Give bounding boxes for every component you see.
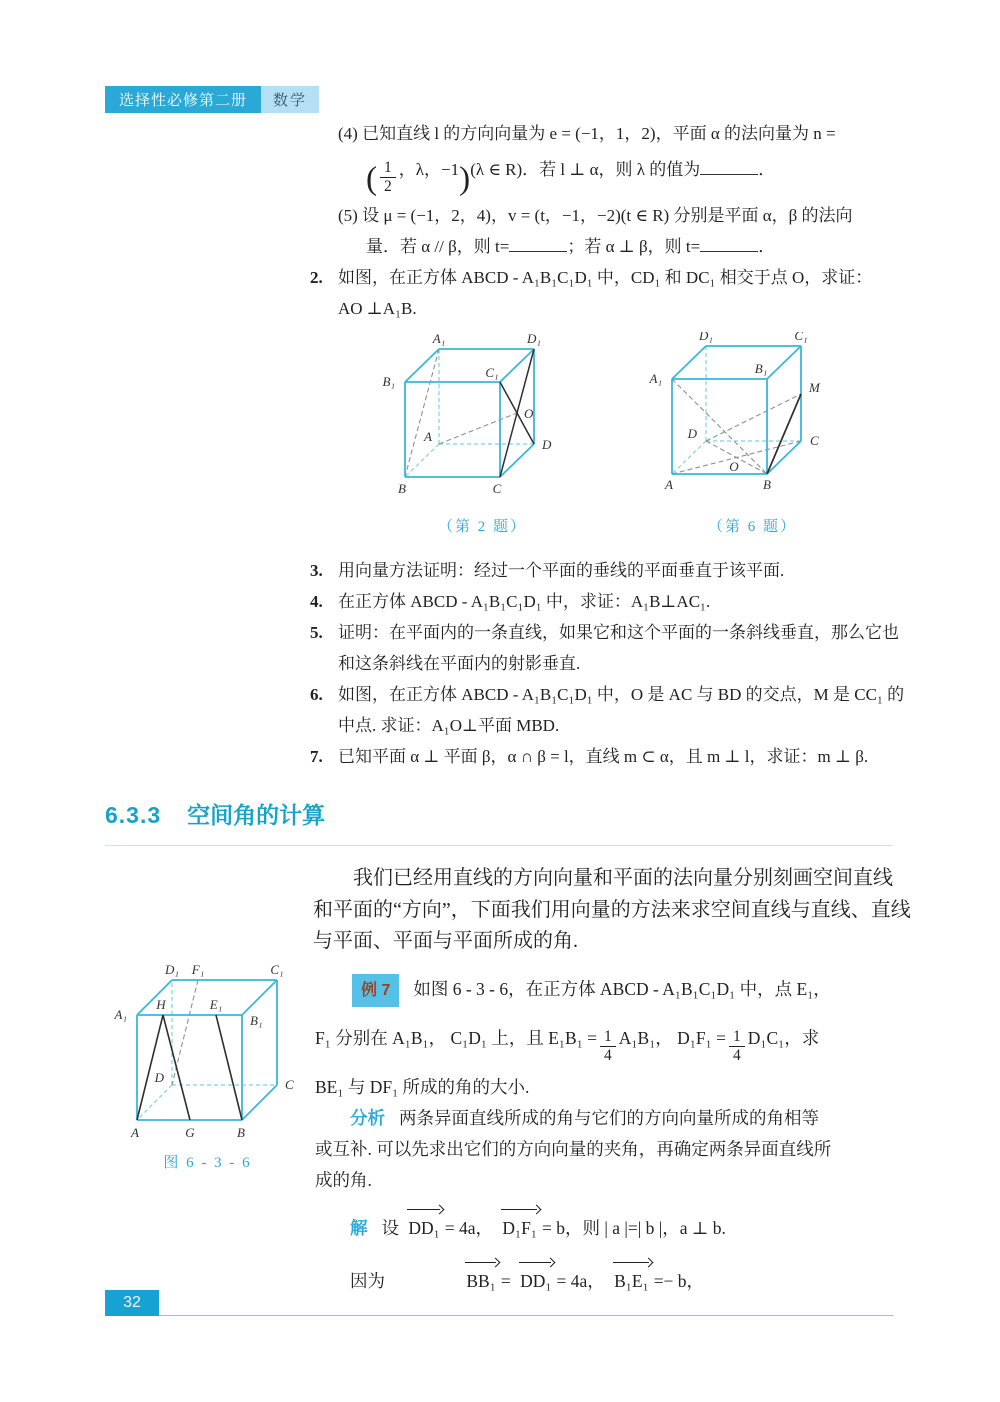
problem-5-line1: (5) 设 μ = (−1，2，4)，v = (t，−1，−2)(t ∈ R) 分别是平面 α，β 的法向 [338,205,853,225]
book-series-badge: 选择性必修第二册 [105,86,261,113]
exercise-problems [310,118,925,772]
vertex-label: C [492,480,502,496]
problem-5n-line2: 和这条斜线在平面内的射影垂直. [338,653,581,673]
vertex-label: D₁ [527,331,541,346]
vertex-label: F₁ [191,962,204,977]
intro-line3: 与平面、平面与平面所成的角. [313,930,578,952]
vertex-label: A [130,1125,139,1140]
solution-line1: 解 设 DD₁ = 4a， D₁F₁ = b，则 | a |=| b |，a ⊥ b. [315,1213,920,1244]
vertex-label: D₁ [164,962,179,977]
vertex-label: A₁ [114,1007,127,1022]
fraction-one-quarter: $\frac{1}{4}$ [600,1028,616,1066]
vertex-label: M [809,379,820,395]
vertex-label: C [810,432,819,448]
vertex-label: D [687,425,697,441]
figure-6-3-6 [110,948,305,1172]
figure-caption: 图 6 - 3 - 6 [163,1155,252,1171]
answer-blank [700,157,758,175]
vertex-label: E₁ [209,997,222,1012]
answer-blank [700,234,758,252]
vector-B1E1: B₁E₁ [611,1266,652,1297]
cube-edges [672,346,801,474]
segment-BM [767,394,801,474]
example-line1: 例 7 如图 6 - 3 - 6，在正方体 ABCD - A₁B₁C₁D₁ 中，点 E₁， [315,974,920,1007]
construction-lines [172,980,198,1085]
analysis-line3: 成的角. [315,1169,372,1190]
vertex-label: D₁ [699,331,713,343]
vector-DD1: DD₁ [517,1266,554,1297]
figure-caption: （第 2 题） [437,518,527,535]
page-number-badge [105,1290,159,1316]
vertex-label: D [542,436,552,452]
vertex-label: B₁ [754,360,768,376]
diagram-row [310,332,925,543]
cube-diagram-problem-2 [375,332,590,500]
vector-D1F1: D₁F₁ [499,1213,540,1244]
intro-line2: 和平面的“方向”，下面我们用向量的方法来求空间直线与直线、直线 [313,898,911,921]
vertex-label: C₁ [794,331,808,343]
vertex-label: O [729,458,739,474]
example-badge: 例 7 [352,974,399,1007]
vertex-label: A₁ [649,370,662,386]
figure-caption: （第 6 题） [707,518,797,535]
fraction-one-half: $\frac{1}{2}$ [380,159,396,197]
cube-diagram-example-7 [113,948,303,1144]
section-heading [105,797,895,830]
vector-BB1: BB₁ [463,1266,498,1297]
subject-badge: 数学 [261,86,319,113]
vertex-labels [113,962,293,1140]
figure-problem-6 [645,332,860,543]
vertex-label: B [398,480,406,496]
segment-lines [137,1015,242,1120]
problem-2-line2: AO ⊥A₁B. [338,298,417,318]
vertex-label: G [184,1125,195,1140]
section-title: 空间角的计算 [187,802,326,828]
example-line2: F₁ 分别在 A₁B₁， C₁D₁ 上，且 E₁B₁ = $\frac{1}{4}$ A₁B₁， D₁F₁ = $\frac{1}{4}$ D₁C₁，求 [315,1027,820,1065]
problem-4-line1: (4) 已知直线 l 的方向向量为 e = (−1，1，2)，平面 α 的法向量为 n = [338,124,836,143]
vertex-label: C₁ [269,962,284,977]
fraction-one-quarter: $\frac{1}{4}$ [729,1028,745,1066]
analysis-line1: 分析 两条异面直线所成的角与它们的方向向量所成的角相等 [350,1107,819,1128]
vertex-label: A [665,476,673,492]
vertex-label: A [424,428,432,444]
cube-diagram-problem-6 [645,332,860,500]
page-number: 32 [123,1294,141,1311]
problem-4n-line1: 4. 在正方体 ABCD - A₁B₁C₁D₁ 中，求证：A₁B⊥AC₁. [310,591,711,611]
cube-edges [405,349,534,477]
page-header [105,86,319,113]
vertex-label: B₁ [382,373,395,389]
analysis-label: 分析 [350,1107,385,1128]
example-line3: BE₁ 与 DF₁ 所成的角的大小. [315,1076,530,1097]
intro-paragraph [313,863,913,958]
section-number: 6.3.3 [105,802,162,828]
problem-7-line1: 7. 已知平面 α ⊥ 平面 β，α ∩ β = l，直线 m ⊂ α，且 m ⊥ l，求证：m ⊥ β. [310,746,869,766]
problem-2-line1: 2. 如图，在正方体 ABCD - A₁B₁C₁D₁ 中，CD₁ 和 DC₁ 相交于点 O，求证： [310,267,873,287]
problem-3-line1: 3. 用向量方法证明：经过一个平面的垂线的平面垂直于该平面. [310,560,785,580]
solution-label: 解 [350,1217,368,1238]
vertex-label: D [154,1070,164,1085]
problem-6-line2: 中点. 求证：A₁O⊥平面 MBD. [338,715,560,735]
vertex-label: O [524,405,534,421]
vertex-label: H [155,997,166,1012]
analysis-line2: 或互补. 可以先求出它们的方向向量的夹角，再确定两条异面直线所 [315,1138,832,1159]
vector-DD1: DD₁ [405,1213,442,1244]
example-7-block [315,974,920,1297]
footer-rule [159,1315,893,1316]
problem-4-line2: ( $\frac{1}{2}$ ，λ，−1)(λ ∈ R)．若 l ⊥ α，则 λ 的值为 ． [366,158,776,197]
vertex-label: A₁ [432,331,446,346]
problem-5n-line1: 5. 证明：在平面内的一条直线，如果它和这个平面的一条斜线垂直，那么它也 [310,622,899,642]
solution-line2: 因为 BB₁ = DD₁ = 4a， B₁E₁ =− b， [315,1266,920,1297]
heading-rule [105,845,893,846]
vertex-label: B₁ [249,1013,262,1028]
problem-6-line1: 6. 如图，在正方体 ABCD - A₁B₁C₁D₁ 中，O 是 AC 与 BD 的交点，M 是 CC₁ 的 [310,684,905,704]
vertex-label: C₁ [485,364,499,380]
vertex-labels [649,332,821,492]
intro-line1: 我们已经用直线的方向向量和平面的法向量分别刻画空间直线 [353,867,893,889]
vertex-label: B [763,476,771,492]
answer-blank [509,234,567,252]
problem-5-line2: 量．若 α // β，则 t= ；若 α ⊥ β，则 t= ． [310,231,925,262]
vertex-label: C [284,1077,294,1092]
figure-problem-2 [375,332,590,543]
vertex-label: B [236,1125,245,1140]
